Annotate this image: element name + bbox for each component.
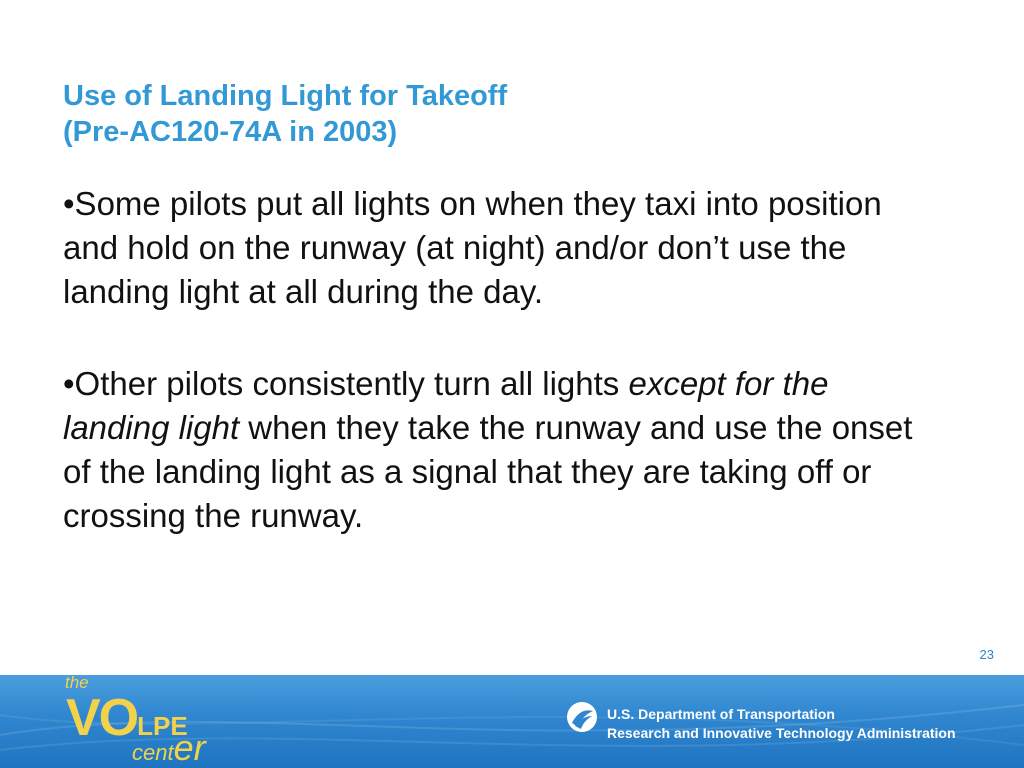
title-line-2: (Pre-AC120-74A in 2003) bbox=[63, 116, 398, 148]
dot-line-2: Research and Innovative Technology Administration bbox=[607, 725, 956, 741]
dot-emblem-icon bbox=[566, 701, 598, 733]
logo-vo: VO bbox=[66, 689, 138, 747]
dot-line-1: U.S. Department of Transportation bbox=[607, 706, 835, 722]
bullet-1: •Some pilots put all lights on when they taxi into position and hold on the runway (at night) and/or don’t use the landing light at all during the day. bbox=[63, 185, 882, 310]
slide-title bbox=[63, 78, 963, 150]
page-number: 23 bbox=[979, 647, 994, 662]
footer-bar bbox=[0, 675, 1024, 768]
bullet-2-text-end: when they take the runway and use the onset of the landing light as a signal that they are taking off or crossing the runway. bbox=[63, 409, 913, 534]
bullet-2 bbox=[63, 362, 943, 538]
logo-the: the bbox=[65, 675, 89, 692]
title-line-1: Use of Landing Light for Takeoff bbox=[63, 80, 508, 112]
bullet-2-emphasis: except for the landing light bbox=[63, 365, 829, 446]
volpe-center-logo bbox=[60, 675, 240, 768]
dot-agency-text bbox=[607, 705, 956, 743]
slide-body bbox=[63, 182, 943, 538]
logo-center bbox=[132, 727, 206, 768]
logo-lpe: LPE bbox=[137, 711, 188, 741]
bullet-2-text-start: •Other pilots consistently turn all lights bbox=[63, 365, 629, 402]
logo-cent: cent bbox=[132, 740, 174, 765]
logo-er: er bbox=[173, 727, 206, 768]
